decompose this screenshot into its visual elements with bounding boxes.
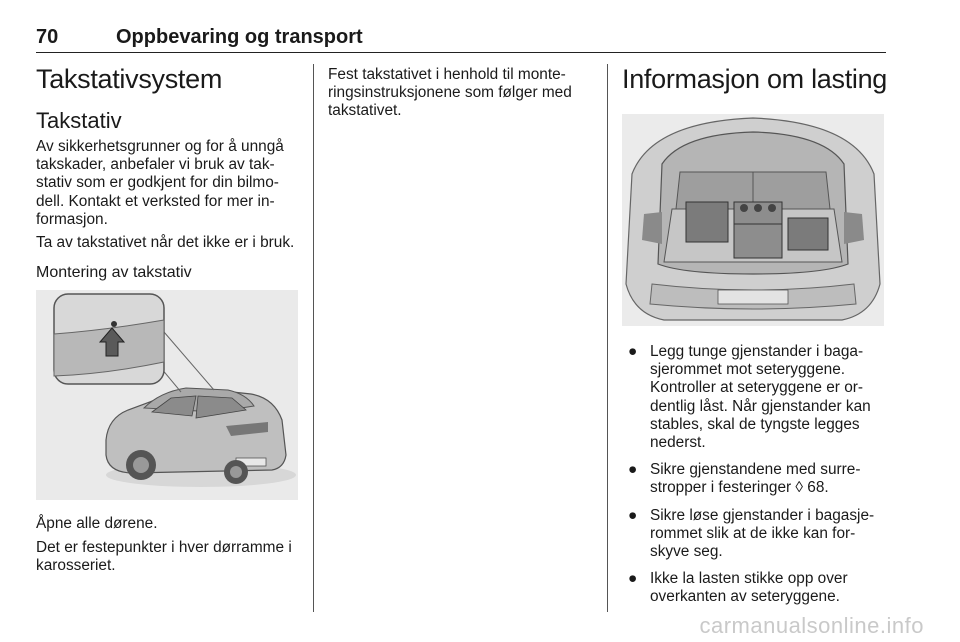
cargo-loading-illustration xyxy=(622,114,884,326)
cargo-area-drawing xyxy=(622,114,884,326)
page-number: 70 xyxy=(36,26,59,48)
section-heading: Takstativ xyxy=(36,108,122,133)
column-divider-right xyxy=(607,64,608,612)
bullet-dot-icon: ● xyxy=(628,570,638,588)
section-title: Oppbevaring og transport xyxy=(116,26,363,48)
bullet-list xyxy=(622,343,892,607)
mounting-instructions-paragraph: Fest takstativet i henhold til monte-ringsinstruksjonene som følger med takstativet. xyxy=(328,66,572,120)
left-column-bottom xyxy=(36,515,306,576)
car-roof-drawing xyxy=(36,290,298,500)
column-divider-left xyxy=(313,64,314,612)
bullet-dot-icon: ● xyxy=(628,461,638,479)
loading-bullets xyxy=(622,343,892,616)
open-doors-paragraph: Åpne alle dørene. xyxy=(36,515,158,532)
loading-info-title: Informasjon om lasting xyxy=(622,64,888,94)
chapter-title: Takstativsystem xyxy=(36,64,223,94)
watermark: carmanualsonline.info xyxy=(699,613,924,638)
list-item: ● Sikre løse gjenstander i bagasje-rommet slik at de ikke kan for-skyve seg. xyxy=(628,506,875,561)
attachment-points-paragraph: Det er festepunkter i hver dørramme i karosseriet. xyxy=(36,539,292,575)
remove-rack-paragraph: Ta av takstativet når det ikke er i bruk. xyxy=(36,234,295,252)
list-item: ● Legg tunge gjenstander i baga-sjerommet mot seteryggene. Kontroller at seteryggene er or-dentlig låst. Når gjenstander kan stables, skal de tyngste legges nederst. xyxy=(628,343,871,452)
middle-column xyxy=(328,66,590,121)
mounting-subheading: Montering av takstativ xyxy=(36,264,192,282)
roof-mounting-illustration xyxy=(36,290,298,500)
bullet-dot-icon: ● xyxy=(628,506,638,524)
page-header xyxy=(36,24,886,53)
list-item: ● Ikke la lasten stikke opp over overkanten av seteryggene. xyxy=(628,570,848,606)
intro-paragraph: Av sikkerhetsgrunner og for å unngå takskader, anbefaler vi bruk av tak-stativ som er godkjent for din bilmo-dell. Kontakt et verksted for mer in-formasjon. xyxy=(36,138,284,228)
bullet-dot-icon: ● xyxy=(628,343,638,360)
left-column xyxy=(36,64,306,282)
right-column xyxy=(622,64,892,95)
list-item: ● Sikre gjenstandene med surre-stropper i festeringer ◊ 68. xyxy=(628,461,861,497)
